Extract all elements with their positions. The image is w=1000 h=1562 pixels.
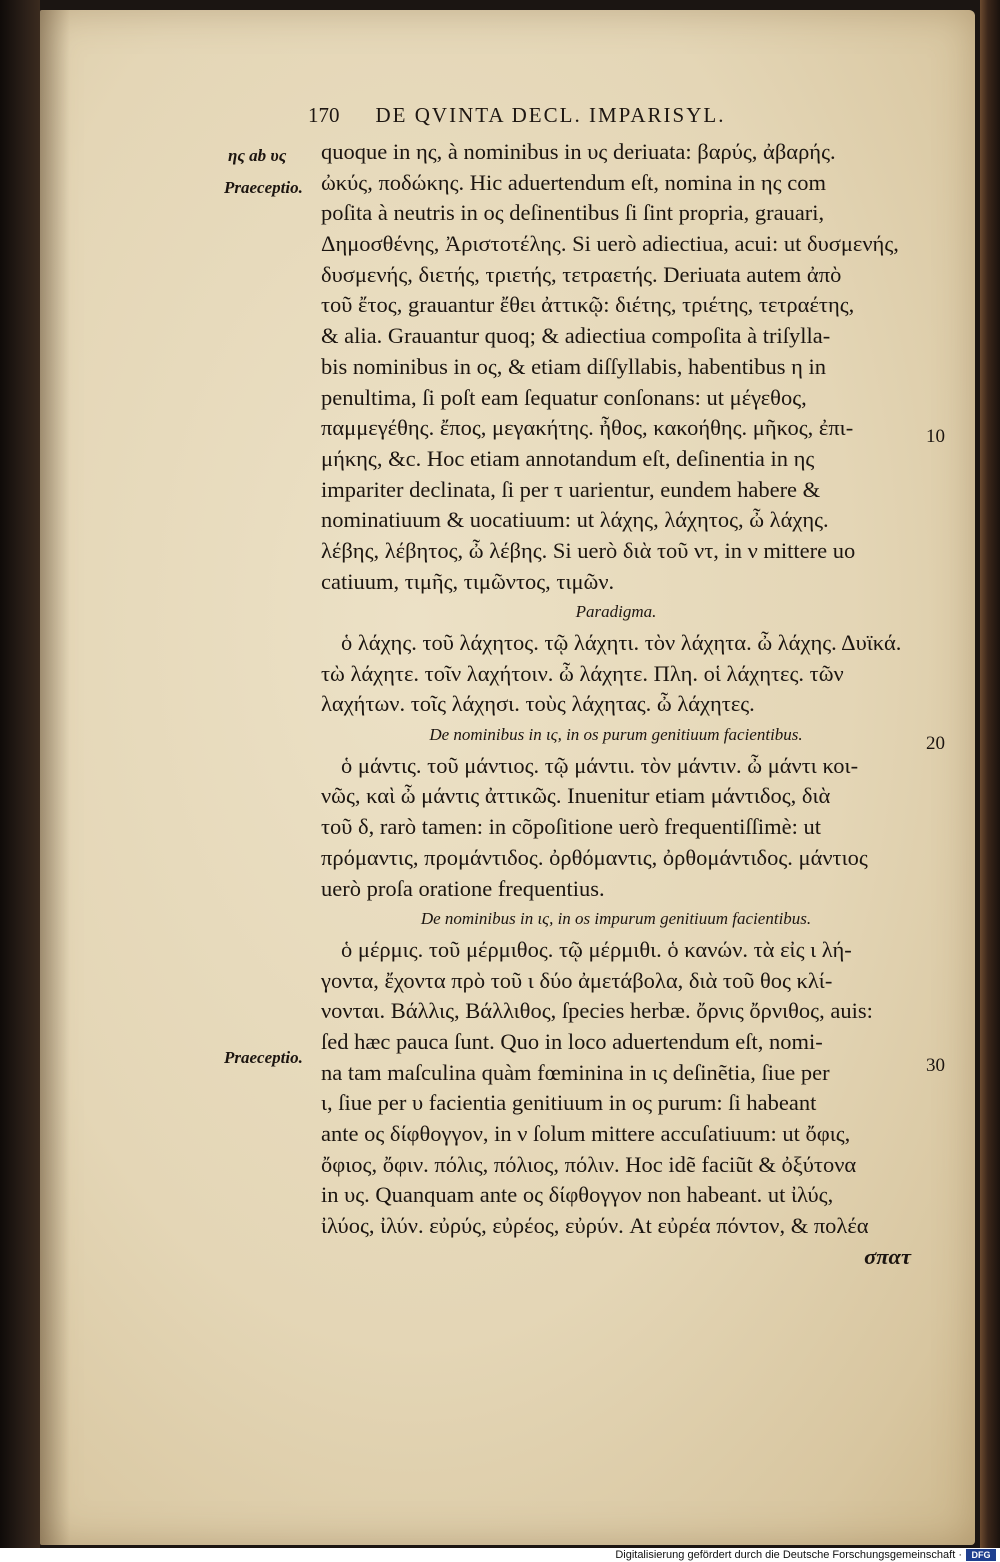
book-binding-left: [0, 0, 40, 1548]
running-title: DE QVINTA DECL. IMPARISYL.: [375, 103, 726, 127]
text-line: bis nominibus in ος, & etiam diſſyllabis, habentibus η in: [321, 353, 827, 379]
text-line: ὁ μάντις. τοῦ μάντιος. τῷ μάντιι. τὸν μάντιν. ὦ μάντι κοι-: [341, 752, 859, 778]
text-line: νονται. Βάλλις, Βάλλιθος, ſpecies herbæ. ὄρνις ὄρνιθος, auis:: [321, 998, 873, 1024]
text-line: ante ος δίφθογγον, in ν ſolum mittere accuſatiuum: ut ὄφις,: [321, 1121, 851, 1146]
page-number: 170: [308, 103, 340, 127]
text-line: παμμεγέθης. ἔπος, μεγακήτης. ἦθος, κακοήθης. μῆκος, ἐπι-: [321, 415, 854, 441]
text-line: ἰλύος, ἰλύν. εὐρύς, εὐρέος, εὐρύν. At εὐρέα πόντον, & πολέα: [321, 1213, 869, 1239]
text-line: impariter declinata, ſi per τ uarientur, eundem habere &: [321, 476, 821, 502]
text-line: λέβης, λέβητος, ὦ λέβης. Si uerò διὰ τοῦ ντ, in ν mittere uo: [321, 537, 856, 563]
section-heading: De nominibus in ις, in os purum genitiuum facientibus.: [429, 725, 803, 745]
dfg-logo: DFG: [966, 1549, 996, 1561]
text-line: γοντα, ἔχοντα πρὸ τοῦ ι δύο ἀμετάβολα, διὰ τοῦ θος κλί-: [321, 967, 833, 993]
paradigm-line: λαχήτων. τοῖς λάχησι. τοὺς λάχητας. ὦ λάχητες.: [321, 691, 755, 717]
text-line: nominatiuum & uocatiuum: ut λάχης, λάχητος, ὦ λάχης.: [321, 507, 829, 533]
section-heading: De nominibus in ις, in os impurum genitiuum facientibus.: [420, 909, 812, 929]
line-number: 20: [926, 733, 945, 754]
text-line: ὁ μέρμις. τοῦ μέρμιθος. τῷ μέρμιθι. ὁ κανών. τὰ εἰς ι λή-: [341, 936, 852, 962]
side-note-praeceptio: Praeceptio.: [224, 178, 303, 197]
text-line: τοῦ δ, rarò tamen: in cõpoſitione uerò frequentiſſimè: ut: [321, 814, 822, 840]
paradigm-line: τὼ λάχητε. τοῖν λαχήτοιν. ὦ λάχητε. Πλη. οἱ λάχητες. τῶν: [321, 660, 844, 686]
text-line: μήκης, &c. Hoc etiam annotandum eſt, deſinentia in ης: [321, 445, 815, 471]
book-binding-right: [980, 0, 1000, 1548]
text-line: νῶς, καὶ ὦ μάντις ἀττικῶς. Inuenitur etiam μάντιδος, διὰ: [321, 783, 831, 809]
text-line: ὄφιος, ὄφιν. πόλις, πόλιος, πόλιν. Hoc idẽ faciũt & ὀξύτονα: [321, 1151, 857, 1177]
text-line: poſita à neutris in ος deſinentibus ſi ſint propria, grauari,: [321, 200, 825, 226]
text-line: ι, ſiue per υ facientia genitiuum in ος purum: ſi habeant: [321, 1090, 817, 1116]
text-line: πρόμαντις, προμάντιδος. ὀρθόμαντις, ὀρθομάντιδος. μάντιος: [321, 844, 868, 870]
page-text: [321, 137, 911, 1272]
text-line: ὠκύς, ποδώκης. Hic aduertendum eſt, nomina in ης com: [321, 169, 826, 195]
text-line: δυσμενής, διετής, τριετής, τετραετής. Deriuata autem ἀπὸ: [321, 261, 842, 287]
side-note-ending: ης ab υς: [228, 146, 287, 165]
text-line: & alia. Grauantur quoq; & adiectiua compoſita à triſylla-: [321, 323, 831, 349]
paradigm-line: ὁ λάχης. τοῦ λάχητος. τῷ λάχητι. τὸν λάχητα. ὦ λάχης. Δυϊκά.: [341, 630, 902, 655]
line-number: 10: [926, 426, 945, 447]
text-line: quoque in ης, à nominibus in υς deriuata: βαρύς, ἀβαρής.: [321, 139, 836, 164]
text-line: Δημοσθένης, Ἀριστοτέλης. Si uerò adiectiua, acui: ut δυσμενής,: [321, 231, 899, 257]
footer-bar: [0, 1548, 1000, 1562]
running-header: [308, 103, 848, 128]
line-number: 30: [926, 1055, 945, 1076]
text-line: τοῦ ἔτος, grauantur ἔθει ἀττικῷ: διέτης, τριέτης, τετραέτης,: [321, 292, 855, 318]
text-line: penultima, ſi poſt eam ſequatur conſonans: ut μέγεθος,: [321, 384, 807, 410]
text-line: ſed hæc pauca ſunt. Quo in loco aduertendum eſt, nomi-: [321, 1028, 823, 1054]
text-line: uerò proſa oratione frequentius.: [321, 875, 605, 901]
text-line: in υς. Quanquam ante ος δίφθογγον non habeant. ut ἰλύς,: [321, 1182, 834, 1208]
section-heading-paradigma: Paradigma.: [575, 602, 657, 622]
side-note-praeceptio: Praeceptio.: [224, 1048, 303, 1067]
text-line: catiuum, τιμῆς, τιμῶντος, τιμῶν.: [321, 568, 615, 594]
catchword: σπατ: [864, 1243, 911, 1269]
digitization-credit: Digitalisierung gefördert durch die Deutsche Forschungsgemeinschaft ·: [615, 1549, 962, 1561]
text-line: na tam maſculina quàm fœminina in ις deſinẽtia, ſiue per: [321, 1059, 830, 1085]
